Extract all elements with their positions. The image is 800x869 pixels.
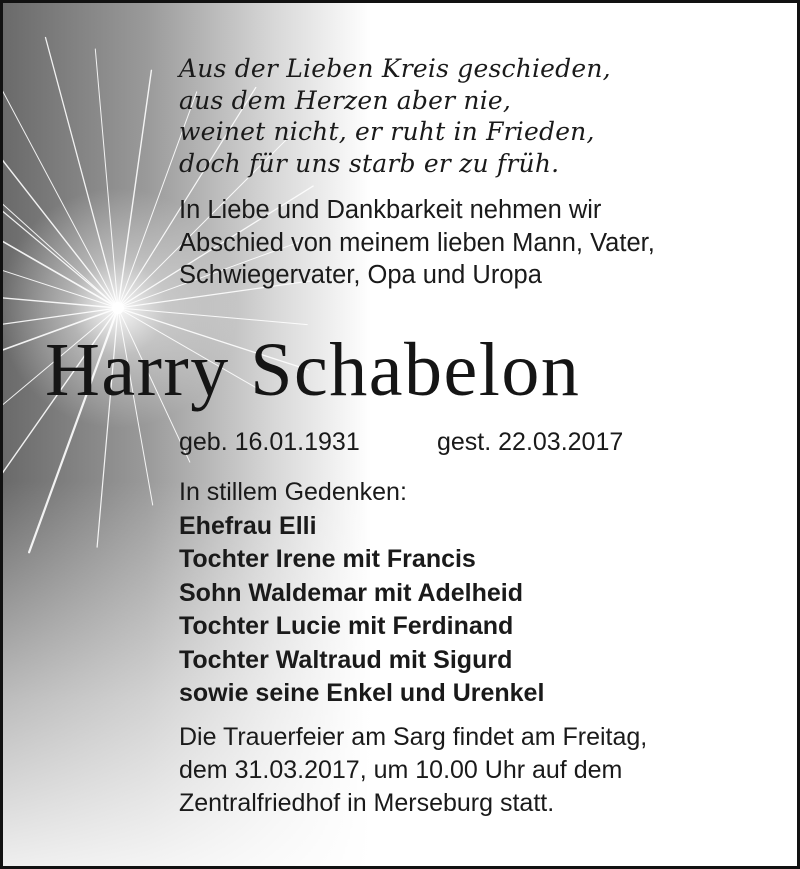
death-date: gest. 22.03.2017 — [437, 428, 624, 456]
funeral-line: Zentralfriedhof in Merseburg statt. — [179, 789, 555, 817]
poem-line: weinet nicht, er ruht in Frieden, — [179, 117, 595, 146]
funeral-notice — [179, 721, 647, 820]
mourners-list — [179, 476, 544, 711]
funeral-line: dem 31.03.2017, um 10.00 Uhr auf dem — [179, 756, 623, 784]
obituary-content — [3, 3, 800, 869]
mourner-entry: Tochter Irene mit Francis — [179, 545, 476, 573]
poem-line: aus dem Herzen aber nie, — [179, 85, 512, 115]
deceased-name: Harry Schabelon — [45, 328, 581, 412]
poem-line: Aus der Lieben Kreis geschieden, — [179, 54, 611, 83]
poem-verse — [179, 53, 611, 179]
mourner-entry: Tochter Lucie mit Ferdinand — [179, 612, 514, 640]
mourner-entry: sowie seine Enkel und Urenkel — [179, 679, 545, 707]
poem-line: doch für uns starb er zu früh. — [179, 148, 560, 178]
mourners-heading: In stillem Gedenken: — [179, 478, 407, 506]
mourner-entry: Ehefrau Elli — [179, 511, 317, 540]
life-dates — [179, 426, 624, 458]
birth-date: geb. 16.01.1931 — [179, 428, 360, 456]
intro-line: Schwiegervater, Opa und Uropa — [179, 261, 542, 289]
mourner-entry: Tochter Waltraud mit Sigurd — [179, 645, 513, 674]
intro-line: Abschied von meinem lieben Mann, Vater, — [179, 228, 655, 257]
funeral-line: Die Trauerfeier am Sarg findet am Freitag, — [179, 723, 648, 751]
intro-text — [179, 194, 655, 292]
mourner-entry: Sohn Waldemar mit Adelheid — [179, 578, 524, 607]
intro-line: In Liebe und Dankbarkeit nehmen wir — [179, 196, 602, 224]
